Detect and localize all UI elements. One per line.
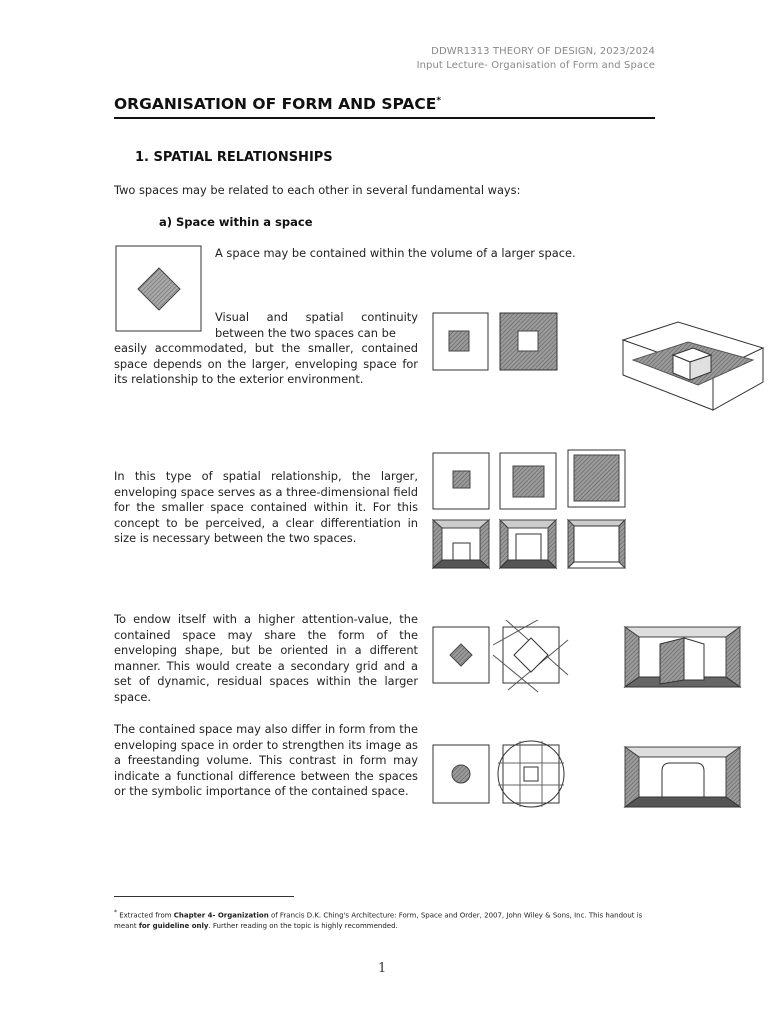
- footnote-bold-1: Chapter 4- Organization: [173, 911, 269, 920]
- page-title-text: ORGANISATION OF FORM AND SPACE: [114, 95, 437, 113]
- paragraph-3: In this type of spatial relationship, the larger, enveloping space serves as a three-dimensional field for the smaller space contained within it. For this concept to be perceived, a clear differentiation in size is necessary between the two spaces.: [114, 469, 418, 546]
- paragraph-2: easily accommodated, but the smaller, contained space depends on the larger, enveloping space for its relationship to the exterior environment.: [114, 341, 418, 387]
- footnote-text-3: . Further reading on the topic is highly recommended.: [208, 922, 398, 931]
- header-lecture: Input Lecture- Organisation of Form and Space: [416, 60, 655, 71]
- figure-space-within-space: [113, 243, 205, 335]
- footnote-mark: *: [114, 909, 117, 916]
- figure-row-1: [428, 310, 768, 420]
- page-number: 1: [378, 961, 387, 976]
- footnote-divider: [114, 896, 294, 897]
- figure-row-4: [428, 733, 763, 818]
- header-course: DDWR1313 THEORY OF DESIGN, 2023/2024: [431, 46, 655, 57]
- footnote: [114, 907, 659, 932]
- figure-row-3: [428, 620, 763, 695]
- paragraph-4: To endow itself with a higher attention-value, the contained space may share the form of the enveloping shape, but be oriented in a different manner. This would create a secondary grid and a set of dynamic, residual spaces within the larger space.: [114, 612, 418, 704]
- paragraph-5: The contained space may also differ in form from the enveloping space in order to strengthen its image as a freestanding volume. This contrast in form may indicate a functional difference between the spaces or the symbolic importance of the contained space.: [114, 722, 418, 799]
- footnote-text-2: of Francis D.K. Ching's Architecture: Form, Space and Order, 2007, John Wiley & Sons, Inc. This handout is meant: [114, 911, 643, 931]
- paragraph-2-lead: Visual and spatial continuity between the two spaces can be: [215, 310, 418, 340]
- footnote-marker: *: [436, 95, 442, 106]
- footnote-bold-2: for guideline only: [138, 922, 209, 931]
- footnote-text-1: Extracted from: [117, 911, 174, 920]
- figure-row-2: [428, 448, 638, 573]
- page-title: [114, 95, 655, 119]
- paragraph-1: A space may be contained within the volume of a larger space.: [215, 246, 576, 260]
- intro-text: Two spaces may be related to each other in several fundamental ways:: [114, 183, 521, 197]
- subheading: a) Space within a space: [159, 215, 313, 229]
- section-heading: 1. SPATIAL RELATIONSHIPS: [135, 150, 333, 165]
